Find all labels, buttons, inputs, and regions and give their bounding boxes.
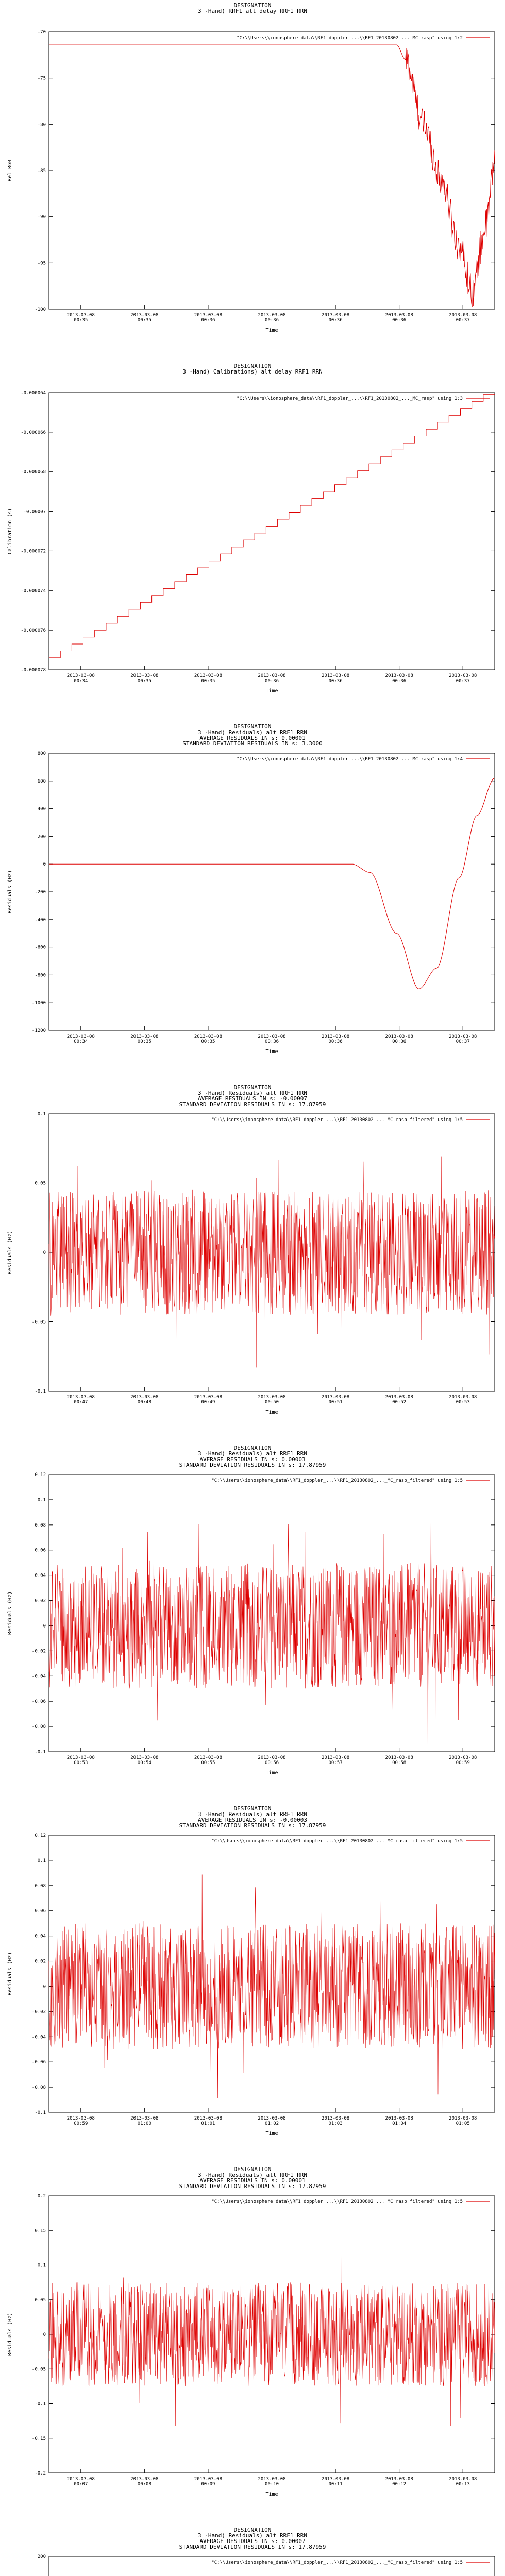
y-tick-label: -400 xyxy=(35,917,46,923)
legend-label: "C:\\Users\\ionosphere_data\\RF1_doppler_...\\RF1_20130802_..._MC_rasp_filtered" using 1:5 xyxy=(211,1478,463,1483)
x-tick-label: 2013-03-08 xyxy=(258,1755,286,1760)
x-tick-label: 00:37 xyxy=(456,318,470,323)
y-tick-label: -0.000076 xyxy=(21,628,46,634)
x-tick-label: 00:51 xyxy=(328,1400,343,1405)
chart-title-line: 3 -Hand) Residuals) alt RRF1 RRN xyxy=(198,2172,307,2178)
y-tick-label: -1200 xyxy=(31,1028,46,1033)
x-tick-label: 00:35 xyxy=(137,318,152,323)
legend-label: "C:\\Users\\ionosphere_data\\RF1_doppler_...\\RF1_20130802_..._MC_rasp_filtered" using 1:5 xyxy=(211,1117,463,1123)
y-tick-label: -200 xyxy=(35,890,46,895)
x-tick-label: 2013-03-08 xyxy=(258,2116,286,2121)
chart-svg xyxy=(0,0,505,361)
chart-title-line: DESIGNATION xyxy=(233,1805,272,1812)
chart-title-line: AVERAGE RESIDUALS IN s: 0.00001 xyxy=(199,735,306,741)
x-tick-label: 2013-03-08 xyxy=(194,1395,223,1400)
series-line xyxy=(49,395,495,658)
plot-frame xyxy=(49,393,495,670)
y-axis-label: Rel RGB xyxy=(7,159,13,182)
x-tick-label: 00:48 xyxy=(137,1400,152,1405)
x-tick-label: 2013-03-08 xyxy=(321,2477,350,2482)
y-tick-label: 0.1 xyxy=(37,1497,46,1503)
chart-title-line: AVERAGE RESIDUALS IN s: -0.00003 xyxy=(198,1817,307,1823)
chart-title-line: 3 -Hand) RRF1 alt delay RRF1 RRN xyxy=(198,8,307,14)
x-axis-label: Time xyxy=(265,2492,278,2497)
x-tick-label: 00:36 xyxy=(264,1039,279,1044)
x-tick-label: 2013-03-08 xyxy=(194,1034,223,1039)
x-tick-label: 00:36 xyxy=(264,318,279,323)
y-tick-label: -0.08 xyxy=(31,2085,46,2091)
y-tick-label: -0.04 xyxy=(31,2035,46,2040)
x-tick-label: 2013-03-08 xyxy=(66,1034,95,1039)
chart-title-line: 3 -Hand) Residuals) alt RRF1 RRN xyxy=(198,1090,307,1096)
chart-title-line: DESIGNATION xyxy=(233,1445,272,1451)
x-tick-label: 00:59 xyxy=(74,2121,88,2126)
x-tick-label: 00:36 xyxy=(392,318,407,323)
series-line xyxy=(49,1510,495,1744)
y-tick-label: 200 xyxy=(37,834,46,840)
x-tick-label: 00:07 xyxy=(74,2482,88,2487)
x-tick-label: 2013-03-08 xyxy=(449,2477,477,2482)
chart-title-line: STANDARD DEVIATION RESIDUALS IN s: 17.87959 xyxy=(179,2183,326,2190)
x-tick-label: 2013-03-08 xyxy=(66,2116,95,2121)
y-axis-label: Residuals (Hz) xyxy=(7,870,13,914)
x-tick-label: 2013-03-08 xyxy=(194,2116,223,2121)
chart-panel xyxy=(0,2524,505,2576)
x-tick-label: 2013-03-08 xyxy=(258,1395,286,1400)
y-tick-label: 600 xyxy=(37,778,46,784)
y-tick-label: 0.05 xyxy=(35,2297,46,2303)
series-line xyxy=(49,1157,495,1368)
x-tick-label: 00:10 xyxy=(264,2482,279,2487)
x-tick-label: 00:53 xyxy=(74,1760,88,1766)
x-tick-label: 2013-03-08 xyxy=(321,1034,350,1039)
x-tick-label: 00:55 xyxy=(201,1760,215,1766)
x-tick-label: 2013-03-08 xyxy=(66,1755,95,1760)
x-tick-label: 00:57 xyxy=(328,1760,343,1766)
x-tick-label: 00:47 xyxy=(74,1400,88,1405)
x-tick-label: 2013-03-08 xyxy=(258,673,286,679)
x-tick-label: 2013-03-08 xyxy=(194,2477,223,2482)
chart-title-line: 3 -Hand) Residuals) alt RRF1 RRN xyxy=(198,1811,307,1818)
x-tick-label: 2013-03-08 xyxy=(385,673,413,679)
y-tick-label: -0.000064 xyxy=(21,391,46,396)
y-tick-label: 0.06 xyxy=(35,1908,46,1914)
x-tick-label: 2013-03-08 xyxy=(449,1395,477,1400)
y-tick-label: -0.1 xyxy=(35,1389,46,1394)
y-tick-label: 0.08 xyxy=(35,1522,46,1528)
legend-label: "C:\\Users\\ionosphere_data\\RF1_doppler_...\\RF1_20130802_..._MC_rasp_filtered" using 1:5 xyxy=(211,2560,463,2565)
series-line xyxy=(49,2236,495,2426)
chart-title-line: AVERAGE RESIDUALS IN s: 0.00001 xyxy=(199,2177,306,2184)
chart-title-line: AVERAGE RESIDUALS IN s: 0.00007 xyxy=(199,2538,306,2545)
x-tick-label: 2013-03-08 xyxy=(194,673,223,679)
x-tick-label: 00:36 xyxy=(328,679,343,684)
y-tick-label: 0.04 xyxy=(35,1934,46,1939)
x-tick-label: 01:02 xyxy=(264,2121,279,2126)
chart-panel xyxy=(0,2164,505,2524)
y-tick-label: -1000 xyxy=(31,1001,46,1006)
x-tick-label: 01:05 xyxy=(456,2121,470,2126)
legend-label: "C:\\Users\\ionosphere_data\\RF1_doppler_...\\RF1_20130802_..._MC_rasp" using 1:4 xyxy=(237,757,463,762)
chart-title-line: STANDARD DEVIATION RESIDUALS IN s: 17.87959 xyxy=(179,1822,326,1829)
x-tick-label: 00:37 xyxy=(456,1039,470,1044)
x-tick-label: 00:36 xyxy=(264,679,279,684)
x-tick-label: 2013-03-08 xyxy=(385,1034,413,1039)
y-tick-label: -0.000072 xyxy=(21,549,46,554)
chart-title-line: 3 -Hand) Residuals) alt RRF1 RRN xyxy=(198,729,307,736)
legend-label: "C:\\Users\\ionosphere_data\\RF1_doppler_...\\RF1_20130802_..._MC_rasp_filtered" using 1:5 xyxy=(211,2199,463,2205)
x-tick-label: 2013-03-08 xyxy=(194,313,223,318)
y-tick-label: -0.000066 xyxy=(21,430,46,435)
x-tick-label: 00:36 xyxy=(328,318,343,323)
x-tick-label: 2013-03-08 xyxy=(321,673,350,679)
plot-frame xyxy=(49,1835,495,2112)
x-tick-label: 00:49 xyxy=(201,1400,215,1405)
x-tick-label: 2013-03-08 xyxy=(385,1755,413,1760)
y-tick-label: 800 xyxy=(37,751,46,756)
y-tick-label: 0.15 xyxy=(35,2228,46,2234)
x-tick-label: 2013-03-08 xyxy=(130,2116,159,2121)
x-tick-label: 00:11 xyxy=(328,2482,343,2487)
x-tick-label: 2013-03-08 xyxy=(385,313,413,318)
chart-svg xyxy=(0,721,505,1082)
y-tick-label: -0.000074 xyxy=(21,588,46,594)
x-tick-label: 2013-03-08 xyxy=(449,313,477,318)
y-tick-label: 0.1 xyxy=(37,1858,46,1863)
x-tick-label: 00:59 xyxy=(456,1760,470,1766)
y-axis-label: Residuals (Hz) xyxy=(7,1952,13,1996)
y-tick-label: 0.1 xyxy=(37,1112,46,1117)
x-tick-label: 2013-03-08 xyxy=(385,2477,413,2482)
x-axis-label: Time xyxy=(265,1770,278,1776)
y-tick-label: 0.2 xyxy=(37,2194,46,2199)
x-tick-label: 2013-03-08 xyxy=(321,2116,350,2121)
y-axis-label: Residuals (Hz) xyxy=(7,1591,13,1635)
x-tick-label: 2013-03-08 xyxy=(66,673,95,679)
chart-svg xyxy=(0,2524,505,2576)
y-tick-label: -0.05 xyxy=(31,1319,46,1325)
y-tick-label: 0.04 xyxy=(35,1573,46,1579)
y-tick-label: -0.06 xyxy=(31,2060,46,2065)
x-tick-label: 2013-03-08 xyxy=(130,1755,159,1760)
y-tick-label: 0 xyxy=(43,1250,46,1256)
y-tick-label: 0.1 xyxy=(37,2263,46,2268)
x-tick-label: 00:34 xyxy=(74,679,88,684)
x-tick-label: 00:37 xyxy=(456,679,470,684)
chart-panel xyxy=(0,721,505,1082)
x-tick-label: 00:36 xyxy=(392,1039,407,1044)
x-tick-label: 01:04 xyxy=(392,2121,407,2126)
x-tick-label: 2013-03-08 xyxy=(449,2116,477,2121)
y-tick-label: 0 xyxy=(43,862,46,868)
chart-svg xyxy=(0,1443,505,1803)
plot-frame xyxy=(49,32,495,309)
y-tick-label: -0.000068 xyxy=(21,469,46,475)
chart-title-line: STANDARD DEVIATION RESIDUALS IN s: 17.87959 xyxy=(179,1101,326,1108)
x-tick-label: 00:13 xyxy=(456,2482,470,2487)
y-tick-label: -0.2 xyxy=(35,2471,46,2476)
chart-title-line: 3 -Hand) Calibrations) alt delay RRF1 RRN xyxy=(182,368,323,375)
x-tick-label: 00:35 xyxy=(201,679,215,684)
chart-title-line: DESIGNATION xyxy=(233,723,272,730)
y-tick-label: -0.04 xyxy=(31,1674,46,1680)
x-tick-label: 00:58 xyxy=(392,1760,407,1766)
x-tick-label: 00:35 xyxy=(137,679,152,684)
x-tick-label: 01:03 xyxy=(328,2121,343,2126)
chart-svg xyxy=(0,1082,505,1443)
x-tick-label: 00:36 xyxy=(201,318,215,323)
y-tick-label: -95 xyxy=(37,261,46,266)
chart-title-line: DESIGNATION xyxy=(233,2166,272,2173)
chart-title-line: DESIGNATION xyxy=(233,363,272,369)
y-tick-label: 0.08 xyxy=(35,1883,46,1889)
plot-frame xyxy=(49,753,495,1030)
chart-title-line: DESIGNATION xyxy=(233,2527,272,2533)
series-line xyxy=(49,778,495,989)
x-tick-label: 00:12 xyxy=(392,2482,407,2487)
x-tick-label: 01:01 xyxy=(201,2121,215,2126)
y-tick-label: -85 xyxy=(37,168,46,174)
y-tick-label: -0.05 xyxy=(31,2367,46,2372)
y-tick-label: -100 xyxy=(35,307,46,312)
chart-panel xyxy=(0,0,505,361)
series-line xyxy=(49,45,495,306)
chart-svg xyxy=(0,361,505,721)
x-axis-label: Time xyxy=(265,1410,278,1415)
y-tick-label: 0 xyxy=(43,1623,46,1629)
y-axis-label: Calibration (s) xyxy=(7,507,13,555)
chart-title-line: AVERAGE RESIDUALS IN s: -0.00007 xyxy=(198,1095,307,1102)
x-tick-label: 2013-03-08 xyxy=(321,1395,350,1400)
x-tick-label: 2013-03-08 xyxy=(449,1755,477,1760)
x-tick-label: 2013-03-08 xyxy=(385,1395,413,1400)
y-tick-label: -0.06 xyxy=(31,1699,46,1705)
x-tick-label: 2013-03-08 xyxy=(258,2477,286,2482)
y-tick-label: 0 xyxy=(43,1984,46,1990)
x-axis-label: Time xyxy=(265,328,278,333)
chart-panel xyxy=(0,1443,505,1803)
x-tick-label: 2013-03-08 xyxy=(194,1755,223,1760)
y-tick-label: 400 xyxy=(37,806,46,812)
chart-panel xyxy=(0,1082,505,1443)
y-axis-label: Residuals (Hz) xyxy=(7,2312,13,2357)
chart-title-line: STANDARD DEVIATION RESIDUALS IN s: 3.3000 xyxy=(182,740,323,747)
y-tick-label: -0.1 xyxy=(35,2401,46,2407)
x-tick-label: 00:35 xyxy=(74,318,88,323)
y-tick-label: 0.06 xyxy=(35,1548,46,1553)
chart-panel xyxy=(0,361,505,721)
x-tick-label: 2013-03-08 xyxy=(130,313,159,318)
x-axis-label: Time xyxy=(265,1049,278,1055)
x-tick-label: 00:09 xyxy=(201,2482,215,2487)
x-tick-label: 00:56 xyxy=(264,1760,279,1766)
x-tick-label: 00:36 xyxy=(328,1039,343,1044)
chart-title-line: DESIGNATION xyxy=(233,2,272,9)
x-tick-label: 2013-03-08 xyxy=(130,1395,159,1400)
chart-svg xyxy=(0,2164,505,2524)
x-tick-label: 00:52 xyxy=(392,1400,407,1405)
x-tick-label: 01:00 xyxy=(137,2121,152,2126)
y-tick-label: -600 xyxy=(35,945,46,951)
y-tick-label: -0.15 xyxy=(31,2436,46,2442)
x-tick-label: 2013-03-08 xyxy=(321,1755,350,1760)
x-tick-label: 2013-03-08 xyxy=(258,1034,286,1039)
x-tick-label: 00:34 xyxy=(74,1039,88,1044)
y-tick-label: -0.00007 xyxy=(23,509,46,515)
legend-label: "C:\\Users\\ionosphere_data\\RF1_doppler_...\\RF1_20130802_..._MC_rasp_filtered" using 1:5 xyxy=(211,1839,463,1844)
x-tick-label: 2013-03-08 xyxy=(66,313,95,318)
y-tick-label: -0.000078 xyxy=(21,668,46,673)
x-tick-label: 2013-03-08 xyxy=(449,1034,477,1039)
x-tick-label: 2013-03-08 xyxy=(130,673,159,679)
y-tick-label: -0.02 xyxy=(31,2009,46,2015)
chart-title-line: STANDARD DEVIATION RESIDUALS IN s: 17.87959 xyxy=(179,1462,326,1468)
x-tick-label: 00:50 xyxy=(264,1400,279,1405)
y-tick-label: 0.02 xyxy=(35,1959,46,1964)
x-tick-label: 00:08 xyxy=(137,2482,152,2487)
y-axis-label: Residuals (Hz) xyxy=(7,1230,13,1275)
y-tick-label: -800 xyxy=(35,973,46,978)
x-tick-label: 00:54 xyxy=(137,1760,152,1766)
x-tick-label: 2013-03-08 xyxy=(130,2477,159,2482)
x-tick-label: 00:36 xyxy=(392,679,407,684)
chart-title-line: 3 -Hand) Residuals) alt RRF1 RRN xyxy=(198,2532,307,2539)
legend-label: "C:\\Users\\ionosphere_data\\RF1_doppler_...\\RF1_20130802_..._MC_rasp" using 1:3 xyxy=(237,396,463,401)
chart-svg xyxy=(0,1803,505,2164)
x-tick-label: 00:53 xyxy=(456,1400,470,1405)
y-tick-label: -70 xyxy=(37,30,46,35)
y-tick-label: -90 xyxy=(37,214,46,220)
x-tick-label: 2013-03-08 xyxy=(449,673,477,679)
y-tick-label: -0.1 xyxy=(35,1750,46,1755)
y-tick-label: 0.05 xyxy=(35,1181,46,1187)
y-tick-label: -75 xyxy=(37,76,46,81)
chart-title-line: STANDARD DEVIATION RESIDUALS IN s: 17.87959 xyxy=(179,2544,326,2550)
x-tick-label: 2013-03-08 xyxy=(130,1034,159,1039)
y-tick-label: 0.12 xyxy=(35,1833,46,1838)
y-tick-label: -0.08 xyxy=(31,1724,46,1730)
chart-title-line: AVERAGE RESIDUALS IN s: 0.00003 xyxy=(199,1456,306,1463)
x-tick-label: 2013-03-08 xyxy=(66,2477,95,2482)
y-tick-label: 0.12 xyxy=(35,1472,46,1478)
x-tick-label: 00:35 xyxy=(201,1039,215,1044)
y-tick-label: 200 xyxy=(37,2554,46,2560)
chart-title-line: 3 -Hand) Residuals) alt RRF1 RRN xyxy=(198,1450,307,1457)
plot-frame xyxy=(49,2556,495,2576)
x-tick-label: 2013-03-08 xyxy=(66,1395,95,1400)
x-tick-label: 2013-03-08 xyxy=(385,2116,413,2121)
x-tick-label: 2013-03-08 xyxy=(258,313,286,318)
y-tick-label: -80 xyxy=(37,122,46,128)
y-tick-label: -0.02 xyxy=(31,1649,46,1654)
y-tick-label: -0.1 xyxy=(35,2110,46,2115)
x-tick-label: 2013-03-08 xyxy=(321,313,350,318)
chart-panel xyxy=(0,1803,505,2164)
legend-label: "C:\\Users\\ionosphere_data\\RF1_doppler_...\\RF1_20130802_..._MC_rasp" using 1:2 xyxy=(237,36,463,41)
x-tick-label: 00:35 xyxy=(137,1039,152,1044)
y-tick-label: 0.02 xyxy=(35,1598,46,1604)
x-axis-label: Time xyxy=(265,688,278,694)
x-axis-label: Time xyxy=(265,2131,278,2137)
y-tick-label: 0 xyxy=(43,2332,46,2337)
chart-title-line: DESIGNATION xyxy=(233,1084,272,1091)
series-line xyxy=(49,1875,495,2098)
